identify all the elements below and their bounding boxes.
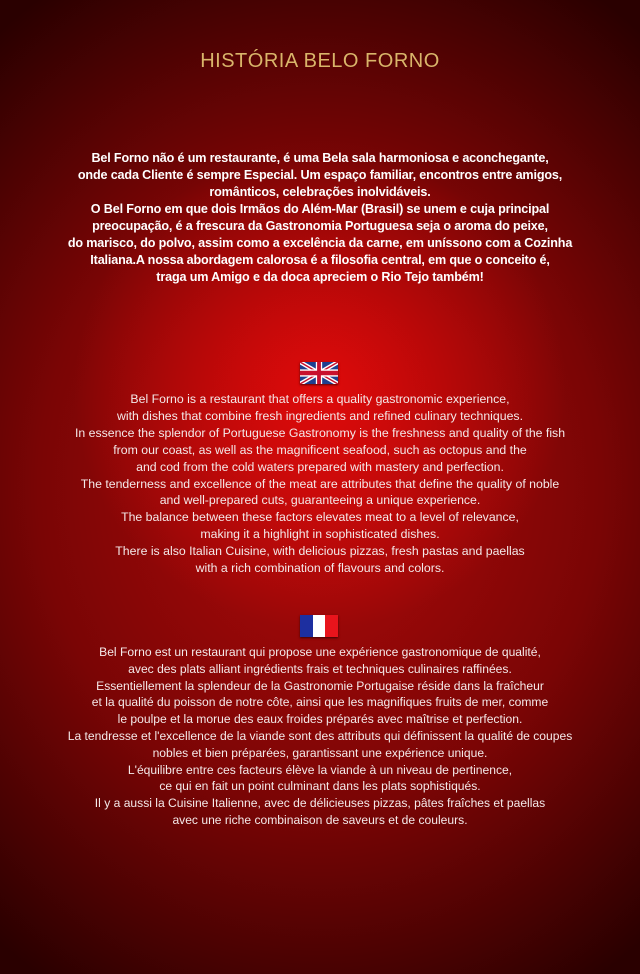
french-text-line: le poulpe et la morue des eaux froides préparés avec maîtrise et perfection. — [117, 712, 523, 727]
english-text-line: There is also Italian Cuisine, with delicious pizzas, fresh pastas and paellas — [115, 544, 525, 559]
english-text — [0, 391, 640, 577]
english-text-line: from our coast, as well as the magnificent seafood, such as octopus and the — [113, 442, 527, 457]
portuguese-text-line: onde cada Cliente é sempre Especial. Um espaço familiar, encontros entre amigos, — [77, 168, 563, 182]
french-text-line: et la qualité du poisson de notre côte, ainsi que les magnifiques fruits de mer, comme — [91, 695, 549, 710]
french-text-line: avec des plats alliant ingrédients frais et techniques culinaires raffinées. — [128, 661, 512, 676]
english-text-line: Bel Forno is a restaurant that offers a quality gastronomic experience, — [130, 392, 510, 406]
portuguese-text-line: Bel Forno não é um restaurante, é uma Bela sala harmoniosa e aconchegante, — [91, 151, 549, 165]
french-text-line: Il y a aussi la Cuisine Italienne, avec de délicieuses pizzas, pâtes fraîches et paellas — [94, 796, 546, 811]
english-text-line: In essence the splendor of Portuguese Gastronomy is the freshness and quality of the fish — [74, 425, 566, 440]
france-flag-icon — [300, 615, 338, 637]
portuguese-text-line: Italiana.A nossa abordagem calorosa é a filosofia central, em que o conceito é, — [90, 253, 550, 267]
french-text-line: avec une riche combinaison de saveurs et de couleurs. — [172, 812, 468, 827]
french-text-line: Bel Forno est un restaurant qui propose une expérience gastronomique de qualité, — [99, 645, 541, 659]
french-text-line: L'équilibre entre ces facteurs élève la viande à un niveau de pertinence, — [127, 762, 513, 777]
portuguese-text-line: românticos, celebrações inolvidáveis. — [209, 185, 431, 199]
english-text-line: The balance between these factors elevates meat to a level of relevance, — [121, 510, 519, 525]
french-text-line: ce qui en fait un point culminant dans les plats sophistiqués. — [159, 779, 481, 794]
french-text-line: La tendresse et l'excellence de la viande sont des attributs qui définissent la qualité de coupes — [67, 728, 573, 743]
english-text-line: with dishes that combine fresh ingredients and refined culinary techniques. — [116, 408, 524, 423]
uk-flag-icon — [300, 362, 338, 384]
english-text-line: with a rich combination of flavours and colors. — [195, 561, 445, 576]
portuguese-text-line: traga um Amigo e da doca apreciem o Rio Tejo também! — [156, 270, 484, 284]
english-text-line: and well-prepared cuts, guaranteeing a unique experience. — [159, 493, 481, 508]
portuguese-text-line: O Bel Forno em que dois Irmãos do Além-Mar (Brasil) se unem e cuja principal — [90, 202, 550, 216]
french-text — [0, 644, 640, 829]
english-text-line: making it a highlight in sophisticated dishes. — [200, 527, 440, 542]
english-text-line: and cod from the cold waters prepared with mastery and perfection. — [136, 459, 504, 474]
page-title: HISTÓRIA BELO FORNO — [200, 50, 440, 72]
portuguese-text-line: do marisco, do polvo, assim como a excelência da carne, em uníssono com a Cozinha — [67, 236, 573, 250]
french-text-line: nobles et bien préparées, garantissant une expérience unique. — [152, 745, 488, 760]
portuguese-text-line: preocupação, é a frescura da Gastronomia Portuguesa seja o aroma do peixe, — [92, 219, 548, 233]
portuguese-text — [0, 150, 640, 286]
french-text-line: Essentiellement la splendeur de la Gastronomie Portugaise réside dans la fraîcheur — [96, 678, 544, 693]
english-text-line: The tenderness and excellence of the meat are attributes that define the quality of noble — [80, 476, 560, 491]
